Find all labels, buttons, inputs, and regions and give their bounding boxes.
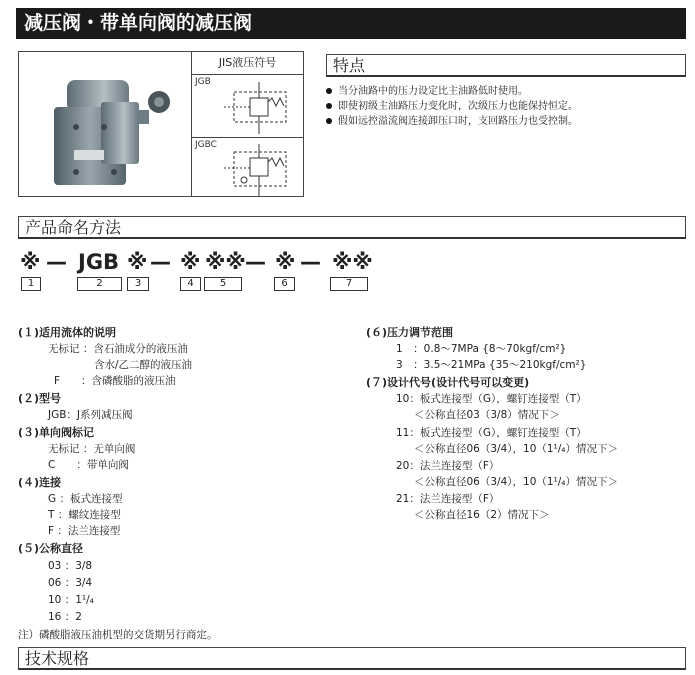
section-line: F ：含磷酸脂的液压油 (54, 375, 176, 387)
section-line: JGB：J系列减压阀 (48, 409, 133, 421)
section-line: T ：螺纹连接型 (48, 509, 121, 521)
code-part-5: ※※ (205, 250, 246, 274)
section-line: 16 ：2 (48, 611, 82, 623)
section-line: 11：板式连接型（G），螺钉连接型（T） (396, 427, 587, 439)
section-line: 20：法兰连接型（F） (396, 460, 500, 472)
symbol-label-jgb: JGB (195, 77, 211, 87)
section-line: 21：法兰连接型（F） (396, 493, 500, 505)
section-heading-2: (２)型号 (18, 392, 62, 405)
section-heading-5: (５)公称直径 (18, 542, 84, 555)
naming-title: 产品命名方法 (18, 216, 686, 239)
feature-item: 即使初级主油路压力变化时，次级压力也能保持恒定。 (326, 99, 578, 114)
section-line: 3 ：3.5～21MPa {35～210kgf/cm²} (396, 359, 587, 371)
bullet-icon (326, 88, 332, 94)
code-part-7: ※※ (332, 250, 373, 274)
box-number: 3 (127, 277, 149, 291)
feature-item: 假如远控溢流阀连接卸压口时，支回路压力也受控制。 (326, 114, 578, 129)
code-part-1: ※ (20, 250, 41, 274)
jgbc-symbol (222, 144, 297, 196)
section-line: 无标记 ：含石油成分的液压油 (48, 343, 188, 355)
section-line: C ：带单向阀 (48, 459, 129, 471)
section-line: 10：板式连接型（G），螺钉连接型（T） (396, 393, 587, 405)
box-number: 2 (77, 277, 122, 291)
code-part-4: ※ (180, 250, 201, 274)
code-dash: — (150, 250, 171, 274)
features-title: 特点 (326, 54, 686, 77)
section-line: 06 ：3/4 (48, 577, 93, 589)
section-line: 无标记 ：无单向阀 (48, 443, 136, 455)
code-part-jgb: JGB (78, 250, 120, 274)
page-title: 减压阀・带单向阀的减压阀 (16, 8, 686, 39)
code-dash: — (245, 250, 266, 274)
section-line: 1 ：0.8～7MPa {8～70kgf/cm²} (396, 343, 567, 355)
section-heading-7: (７)设计代号(设计代号可以变更) (366, 376, 530, 389)
product-photo-box (18, 51, 192, 197)
footnote: 注）磷酸脂液压油机型的交货期另行商定。 (18, 629, 218, 641)
section-heading-3: (３)单向阀标记 (18, 426, 95, 439)
section-line: ＜公称直径03（3/8）情况下＞ (414, 409, 560, 421)
code-dash: — (300, 250, 321, 274)
section-line: ＜公称直径06（3/4），10（1¹/₄）情况下＞ (414, 443, 619, 455)
spec-title: 技术规格 (18, 647, 686, 670)
code-part-3: ※ (127, 250, 148, 274)
jgb-symbol (222, 82, 297, 134)
box-number: 5 (204, 277, 242, 291)
code-dash: — (46, 250, 67, 274)
box-number: 4 (180, 277, 201, 291)
box-number: 1 (21, 277, 41, 291)
jis-header: JIS液压符号 (192, 52, 303, 75)
valve-product-image (19, 52, 191, 196)
section-heading-6: (６)压力调节范围 (366, 326, 454, 339)
bullet-icon (326, 103, 332, 109)
section-line: ＜公称直径16（2）情况下＞ (414, 509, 550, 521)
jis-symbol-box (191, 51, 304, 197)
code-part-6: ※ (275, 250, 296, 274)
section-line: F ：法兰连接型 (48, 525, 121, 537)
box-number: 7 (330, 277, 368, 291)
feature-item: 当分油路中的压力设定比主油路低时使用。 (326, 84, 528, 99)
section-line: ＜公称直径06（3/4），10（1¹/₄）情况下＞ (414, 476, 619, 488)
section-heading-1: (１)适用流体的说明 (18, 326, 117, 339)
section-line: 10 ：1¹/₄ (48, 594, 94, 606)
section-heading-4: (４)连接 (18, 476, 62, 489)
symbol-label-jgbc: JGBC (195, 140, 217, 150)
section-line: 03 ：3/8 (48, 560, 93, 572)
bullet-icon (326, 118, 332, 124)
section-line: G ：板式连接型 (48, 493, 123, 505)
box-number: 6 (274, 277, 295, 291)
section-line: 含水/乙二醇的液压油 (94, 359, 193, 371)
jis-divider (192, 137, 303, 138)
